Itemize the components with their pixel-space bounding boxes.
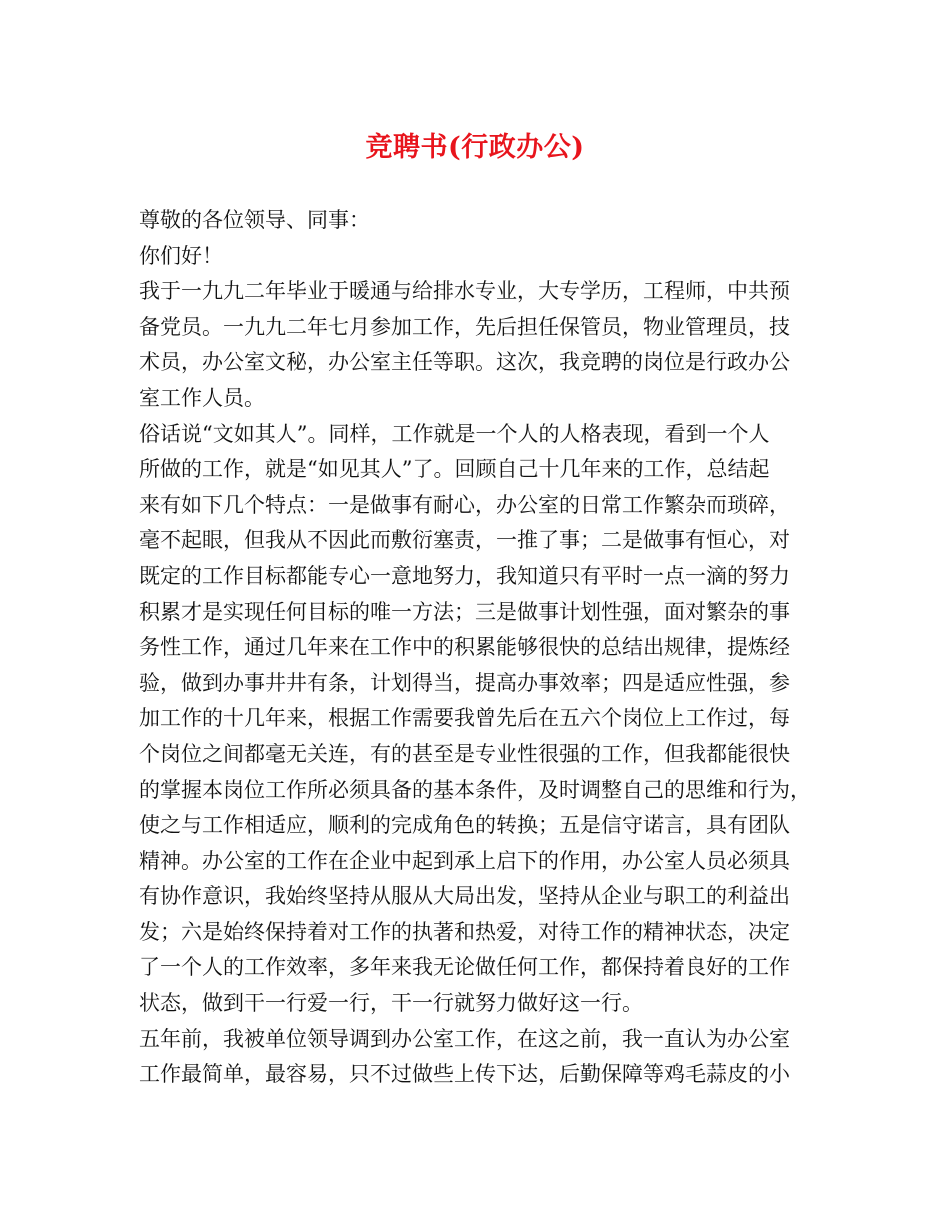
document-body (139, 203, 819, 1093)
document-title: 竞聘书(行政办公) (365, 132, 585, 163)
body-line: 尊敬的各位领导、同事： (139, 208, 370, 232)
body-line: 发；六是始终保持着对工作的执著和热爱，对待工作的精神状态，决定 (139, 919, 790, 944)
body-line: 来有如下几个特点：一是做事有耐心，办公室的日常工作繁杂而琐碎， (139, 492, 790, 517)
body-line: 室工作人员。 (139, 385, 265, 410)
body-line: 验，做到办事井井有条，计划得当，提高办事效率；四是适应性强，参 (139, 670, 790, 695)
body-line: 的掌握本岗位工作所必须具备的基本条件，及时调整自己的思维和行为， (139, 777, 811, 802)
body-line: 工作最简单，最容易，只不过做些上传下达，后勤保障等鸡毛蒜皮的小 (139, 1062, 790, 1087)
body-line: 我于一九九二年毕业于暖通与给排水专业，大专学历，工程师，中共预 (139, 279, 790, 304)
body-line: 毫不起眼，但我从不因此而敷衍塞责，一推了事；二是做事有恒心，对 (139, 528, 790, 553)
body-line: 你们好！ (139, 243, 223, 268)
body-line: 术员，办公室文秘，办公室主任等职。这次，我竞聘的岗位是行政办公 (139, 350, 790, 375)
body-line: 个岗位之间都毫无关连，有的甚至是专业性很强的工作，但我都能很快 (139, 741, 790, 766)
body-line: 积累才是实现任何目标的唯一方法；三是做事计划性强，面对繁杂的事 (139, 599, 790, 624)
body-line: 精神。办公室的工作在企业中起到承上启下的作用，办公室人员必须具 (139, 848, 790, 873)
body-line: 既定的工作目标都能专心一意地努力，我知道只有平时一点一滴的努力 (139, 563, 790, 588)
body-line: 了一个人的工作效率，多年来我无论做任何工作，都保持着良好的工作 (139, 955, 790, 980)
body-line: 俗话说“文如其人”。同样，工作就是一个人的人格表现，看到一个人 (139, 421, 770, 446)
body-line: 加工作的十几年来，根据工作需要我曾先后在五六个岗位上工作过，每 (139, 706, 790, 731)
body-line: 务性工作，通过几年来在工作中的积累能够很快的总结出规律，提炼经 (139, 635, 790, 660)
body-line: 有协作意识，我始终坚持从服从大局出发，坚持从企业与职工的利益出 (139, 884, 790, 909)
body-line: 备党员。一九九二年七月参加工作，先后担任保管员，物业管理员，技 (139, 314, 790, 339)
body-line: 所做的工作，就是“如见其人”了。回顾自己十几年来的工作，总结起 (139, 457, 770, 482)
body-line: 五年前，我被单位领导调到办公室工作，在这之前，我一直认为办公室 (139, 1026, 790, 1051)
body-line: 状态，做到干一行爱一行，干一行就努力做好这一行。 (139, 991, 643, 1016)
body-line: 使之与工作相适应，顺利的完成角色的转换；五是信守诺言，具有团队 (139, 813, 790, 838)
